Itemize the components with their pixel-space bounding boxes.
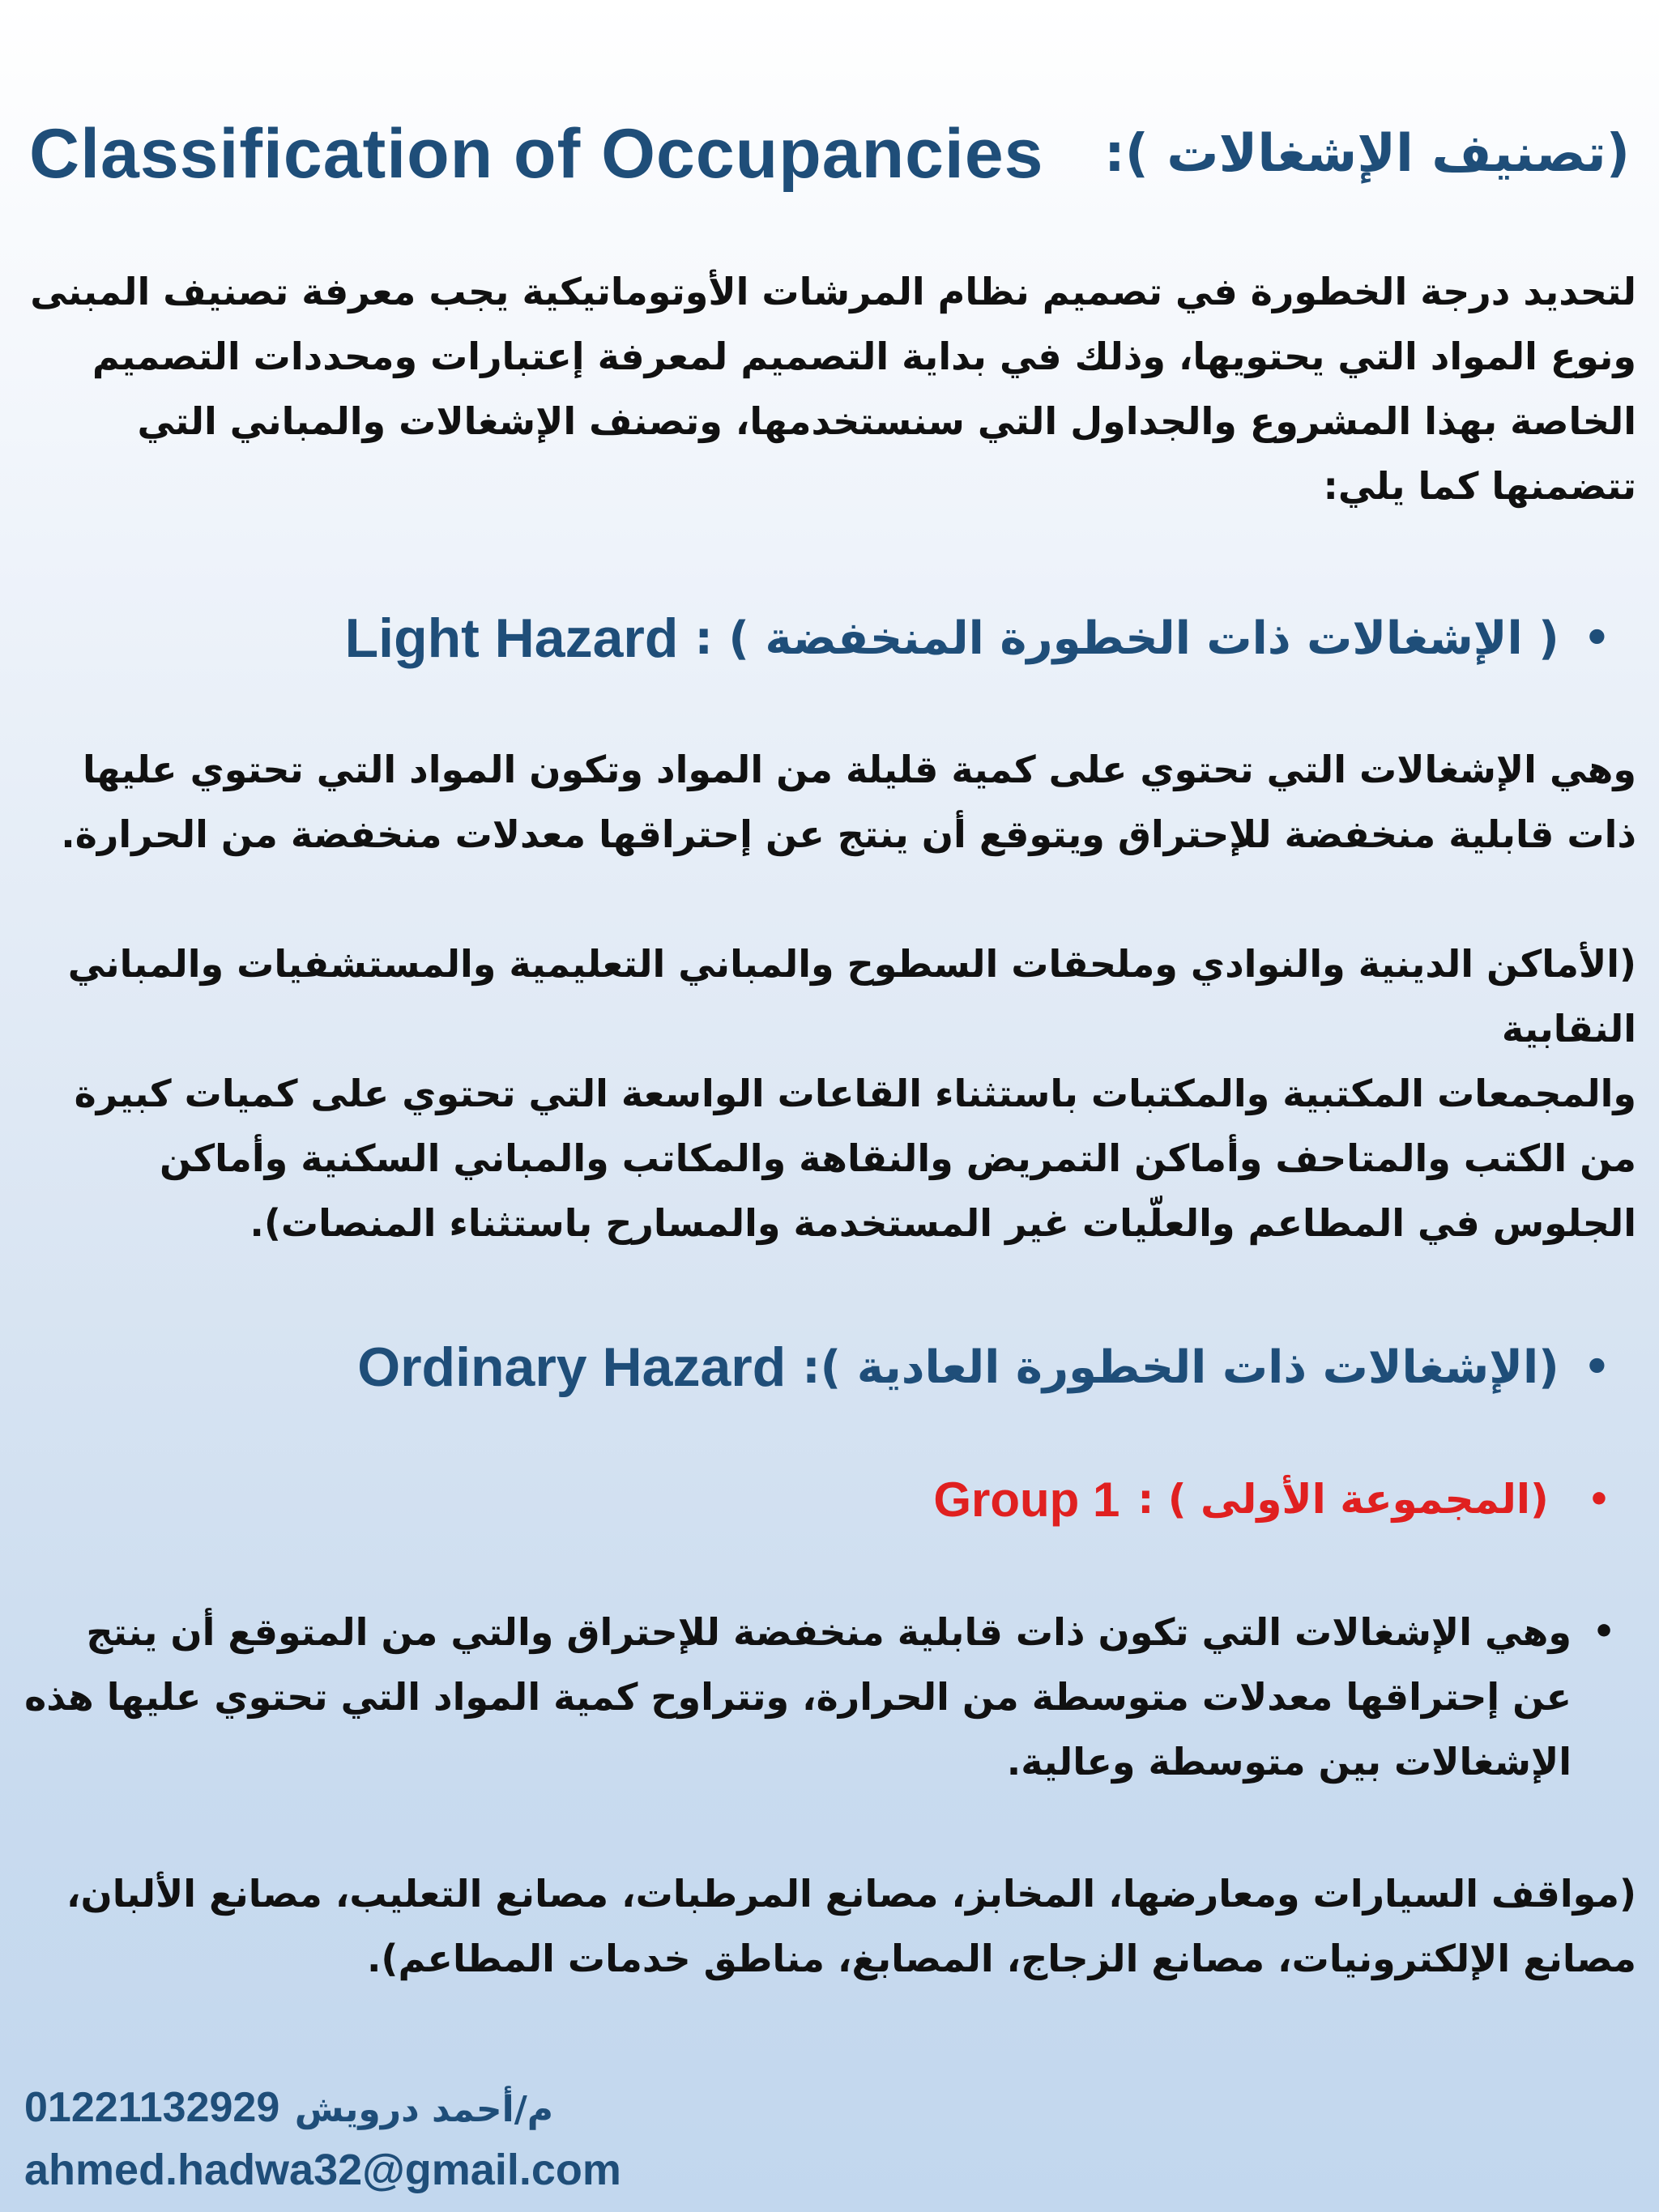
title-english: Classification of Occupancies [29,114,1044,193]
light-hazard-examples-1: (الأماكن الدينية والنوادي وملحقات السطوح والمباني التعليمية والمستشفيات والمباني النقابية [67,942,1636,1051]
bullet-icon: • [1583,614,1610,663]
page-title [29,105,1630,202]
footer-email: ahmed.hadwa32@gmail.com [24,2146,621,2194]
bullet-icon: • [1587,1478,1610,1520]
light-hazard-arabic: ( الإشغالات ذات الخطورة المنخفضة ) : [694,612,1559,665]
title-arabic: (تصنيف الإشغالات ): [1104,124,1630,184]
footer-name: م/أحمد درويش [294,2089,554,2130]
light-hazard-english: Light Hazard [344,607,679,669]
ordinary-hazard-heading [49,1327,1610,1408]
footer-email-row [24,2145,621,2195]
group-1-description: وهي الإشغالات التي تكون ذات قابلية منخفضة للإحتراق والتي من المتوقع أن ينتج عن إحتراقها معدلات متوسطة من الحرارة، وتتراوح كمية المواد التي تحتوي عليها هذه الإشغالات بين متوسطة وعالية. [24,1610,1572,1784]
intro-paragraph: لتحديد درجة الخطورة في تصميم نظام المرشات الأوتوماتيكية يجب معرفة تصنيف المبنى ونوع المواد التي يحتويها، وذلك في بداية التصميم لمعرفة إعتبارات ومحددات التصميم الخاصة بهذا المشروع والجداول التي سنستخدمها، وتصنف الإشغالات والمباني التي تتضمنها كما يلي: [30,270,1636,508]
group-1-heading [49,1463,1610,1536]
light-hazard-description: وهي الإشغالات التي تحتوي على كمية قليلة من المواد وتكون المواد التي تحتوي عليها ذات قابلية منخفضة للإحتراق ويتوقع أن ينتج عن إحتراقها معدلات منخفضة من الحرارة. [61,748,1636,856]
group-1-arabic: (المجموعة الأولى ) : [1137,1476,1549,1523]
ordinary-hazard-english: Ordinary Hazard [357,1336,787,1398]
bullet-icon: • [1592,1611,1616,1652]
footer-phone: 01221132929 [24,2084,280,2131]
light-hazard-heading [49,598,1610,679]
bullet-icon: • [1583,1343,1610,1392]
footer-name-phone [24,2083,553,2132]
light-hazard-examples-2: والمجمعات المكتبية والمكتبات باستثناء القاعات الواسعة التي تحتوي على كميات كبيرة من الكتب والمتاحف وأماكن التمريض والنقاهة والمكاتب والمباني السكنية وأماكن الجلوس في المطاعم والعلّيات غير المستخدمة والمسارح باستثناء المنصات). [74,1072,1636,1245]
ordinary-hazard-arabic: (الإشغالات ذات الخطورة العادية ): [802,1340,1559,1394]
group-1-english: Group 1 [933,1472,1120,1527]
group-1-examples: (مواقف السيارات ومعارضها، المخابز، مصانع المرطبات، مصانع التعليب، مصانع الألبان، مصانع الإلكترونيات، مصانع الزجاج، المصابغ، مناطق خدمات المطاعم). [66,1872,1636,1980]
group-1-description-item [23,1600,1636,1794]
